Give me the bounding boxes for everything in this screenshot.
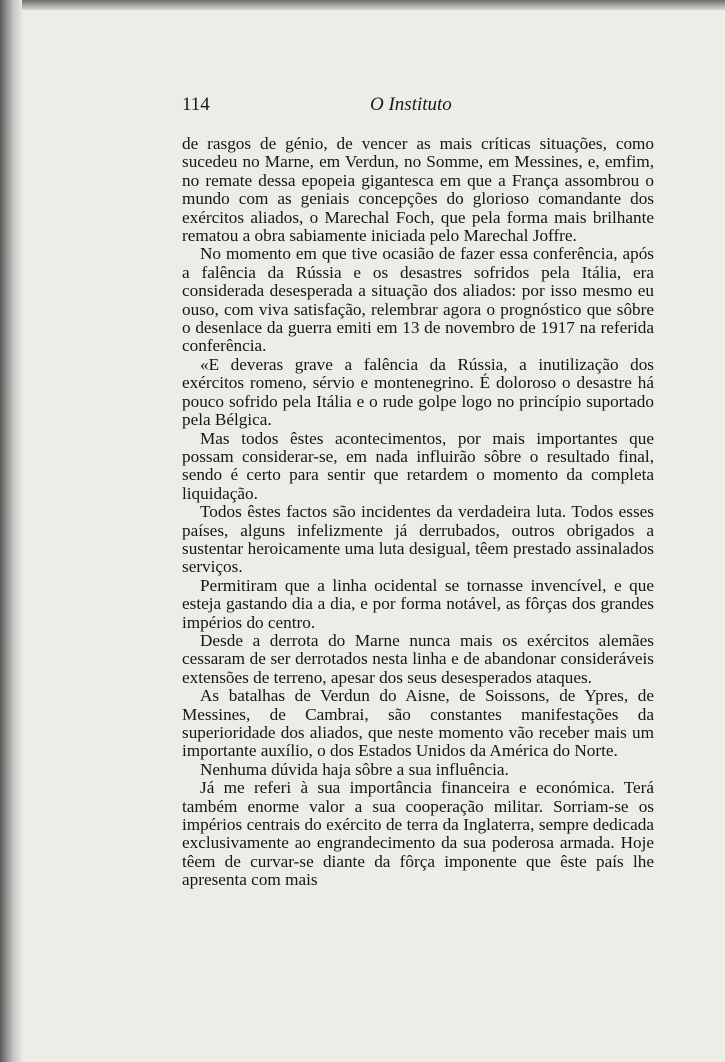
paragraph: Nenhuma dúvida haja sôbre a sua influência. bbox=[200, 759, 509, 779]
running-title: O Instituto bbox=[370, 94, 452, 115]
book-gutter-shadow bbox=[0, 0, 22, 1062]
paragraph: de rasgos de génio, de vencer as mais críticas situações, como sucedeu no Marne, em Verdun, no Somme, em Messines, e, emfim, no remate dessa epopeia gigantesca em que a França assombrou o mundo com as geniais concepções do glorioso comandante dos exércitos aliados, o Marechal Foch, que pela forma mais brilhante rematou a obra sabiamente iniciada pelo Marechal Joffre. bbox=[182, 134, 654, 246]
paragraph: No momento em que tive ocasião de fazer essa conferência, após a falência da Rússia e os desastres sofridos pela Itália, era considerada desesperada a situação dos aliados: por isso mesmo eu ouso, com viva satisfação, relembrar agora o prognóstico que sôbre o desenlace da guerra emiti em 13 de novembro de 1917 na referida conferência. bbox=[182, 244, 654, 356]
paragraph: As batalhas de Verdun do Aisne, de Soissons, de Ypres, de Messines, de Cambrai, são constantes manifestações da superioridade dos aliados, que neste momento vão receber mais um importante auxílio, o dos Estados Unidos da América do Norte. bbox=[182, 686, 654, 761]
page-number: 114 bbox=[182, 94, 210, 115]
paragraph: Já me referi à sua importância financeira e económica. Terá também enorme valor a sua cooperação militar. Sorriam-se os impérios centrais do exército de terra da Inglaterra, sempre dedicada exclusivamente ao engrandecimento da sua poderosa armada. Hoje têem de curvar-se diante da fôrça imponente que êste país lhe apresenta com mais bbox=[182, 778, 654, 890]
paragraph: Mas todos êstes acontecimentos, por mais importantes que possam considerar-se, em nada influirão sôbre o resultado final, sendo é certo para sentir que retardem o momento da completa liquidação. bbox=[182, 428, 654, 503]
paragraph: Permitiram que a linha ocidental se tornasse invencível, e que esteja gastando dia a dia, e por forma notável, as fôrças dos grandes impérios do centro. bbox=[182, 575, 654, 632]
body-text bbox=[182, 135, 654, 890]
paragraph: Todos êstes factos são incidentes da verdadeira luta. Todos esses países, alguns infelizmente já derrubados, outros obrigados a sustentar heroicamente uma luta desigual, têem prestado assinalados serviços. bbox=[182, 502, 654, 577]
paragraph: Desde a derrota do Marne nunca mais os exércitos alemães cessaram de ser derrotados nesta linha e de abandonar consideráveis extensões de terreno, apesar dos seus desesperados ataques. bbox=[182, 630, 654, 687]
page-top-edge bbox=[0, 0, 725, 10]
paragraph: «E deveras grave a falência da Rússia, a inutilização dos exércitos romeno, sérvio e montenegrino. É doloroso o desastre há pouco sofrido pela Itália e o rude golpe logo no princípio suportado pela Bélgica. bbox=[182, 354, 654, 430]
page-header bbox=[182, 94, 654, 120]
